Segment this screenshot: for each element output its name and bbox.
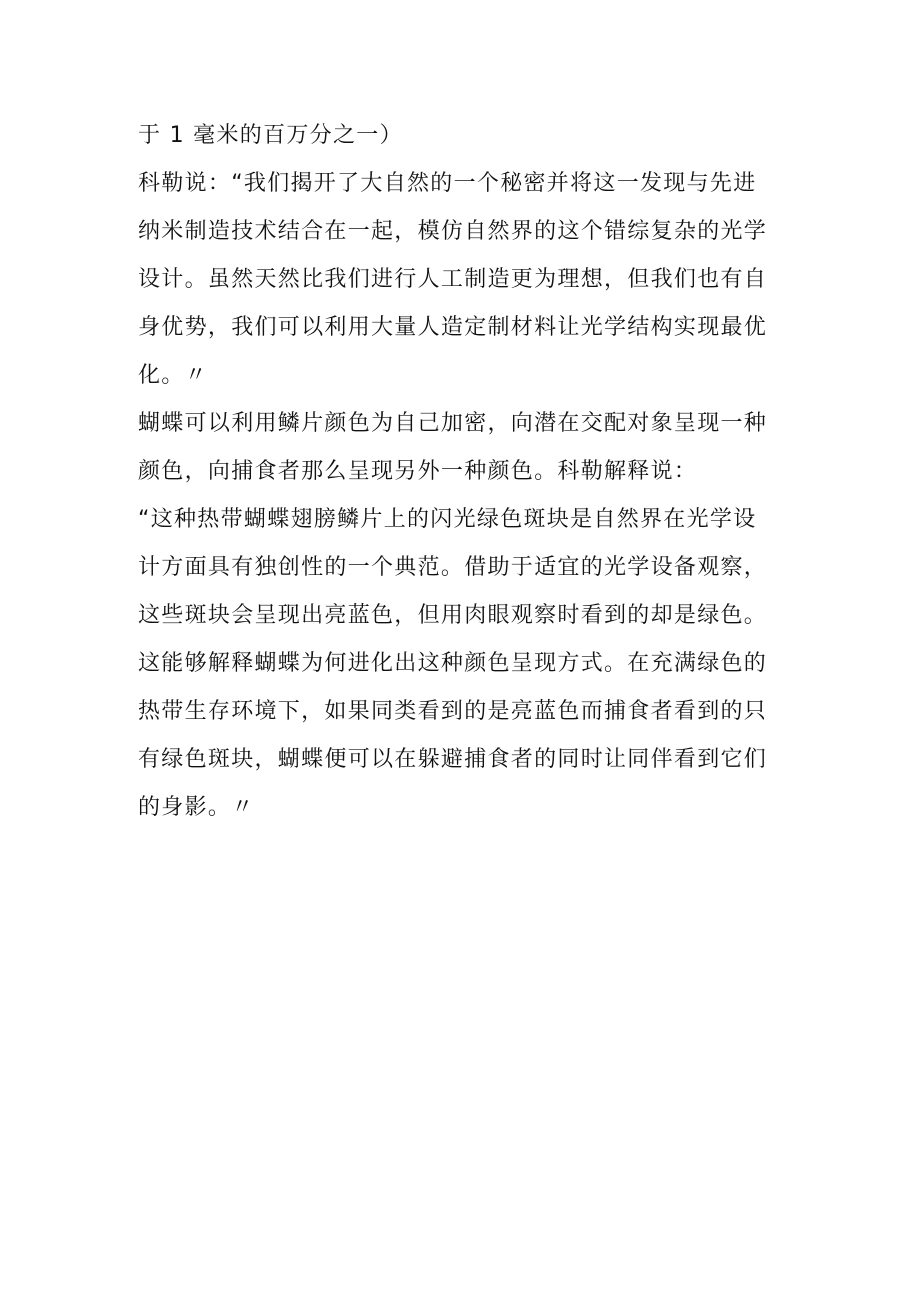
text-line: 化。〃 xyxy=(138,363,208,388)
text-line: 设计。虽然天然比我们进行人工制造更为理想，但我们也有自 xyxy=(138,267,768,292)
text-line: 热带生存环境下，如果同类看到的是亮蓝色而捕食者看到的只 xyxy=(138,699,768,724)
text-line: 科勒说：“我们揭开了大自然的一个秘密并将这一发现与先进 xyxy=(138,171,757,196)
text-line: 的身影。〃 xyxy=(138,795,255,820)
text-line: 计方面具有独创性的一个典范。借助于适宜的光学设备观察， xyxy=(138,555,768,580)
body-text xyxy=(138,112,778,832)
text-line: 纳米制造技术结合在一起，模仿自然界的这个错综复杂的光学 xyxy=(138,219,768,244)
text-line: 身优势，我们可以利用大量人造定制材料让光学结构实现最优 xyxy=(138,315,768,340)
text-line: 这些斑块会呈现出亮蓝色，但用肉眼观察时看到的却是绿色。 xyxy=(138,603,768,628)
text-line: 于 1 毫米的百万分之一） xyxy=(138,123,403,148)
text-line: 颜色，向捕食者那么呈现另外一种颜色。科勒解释说： xyxy=(138,459,698,484)
text-line: 有绿色斑块，蝴蝶便可以在躲避捕食者的同时让同伴看到它们 xyxy=(138,747,768,772)
text-line: 这能够解释蝴蝶为何进化出这种颜色呈现方式。在充满绿色的 xyxy=(138,651,768,676)
text-line: 蝴蝶可以利用鳞片颜色为自己加密，向潜在交配对象呈现一种 xyxy=(138,411,768,436)
text-line: “这种热带蝴蝶翅膀鳞片上的闪光绿色斑块是自然界在光学设 xyxy=(138,507,757,532)
